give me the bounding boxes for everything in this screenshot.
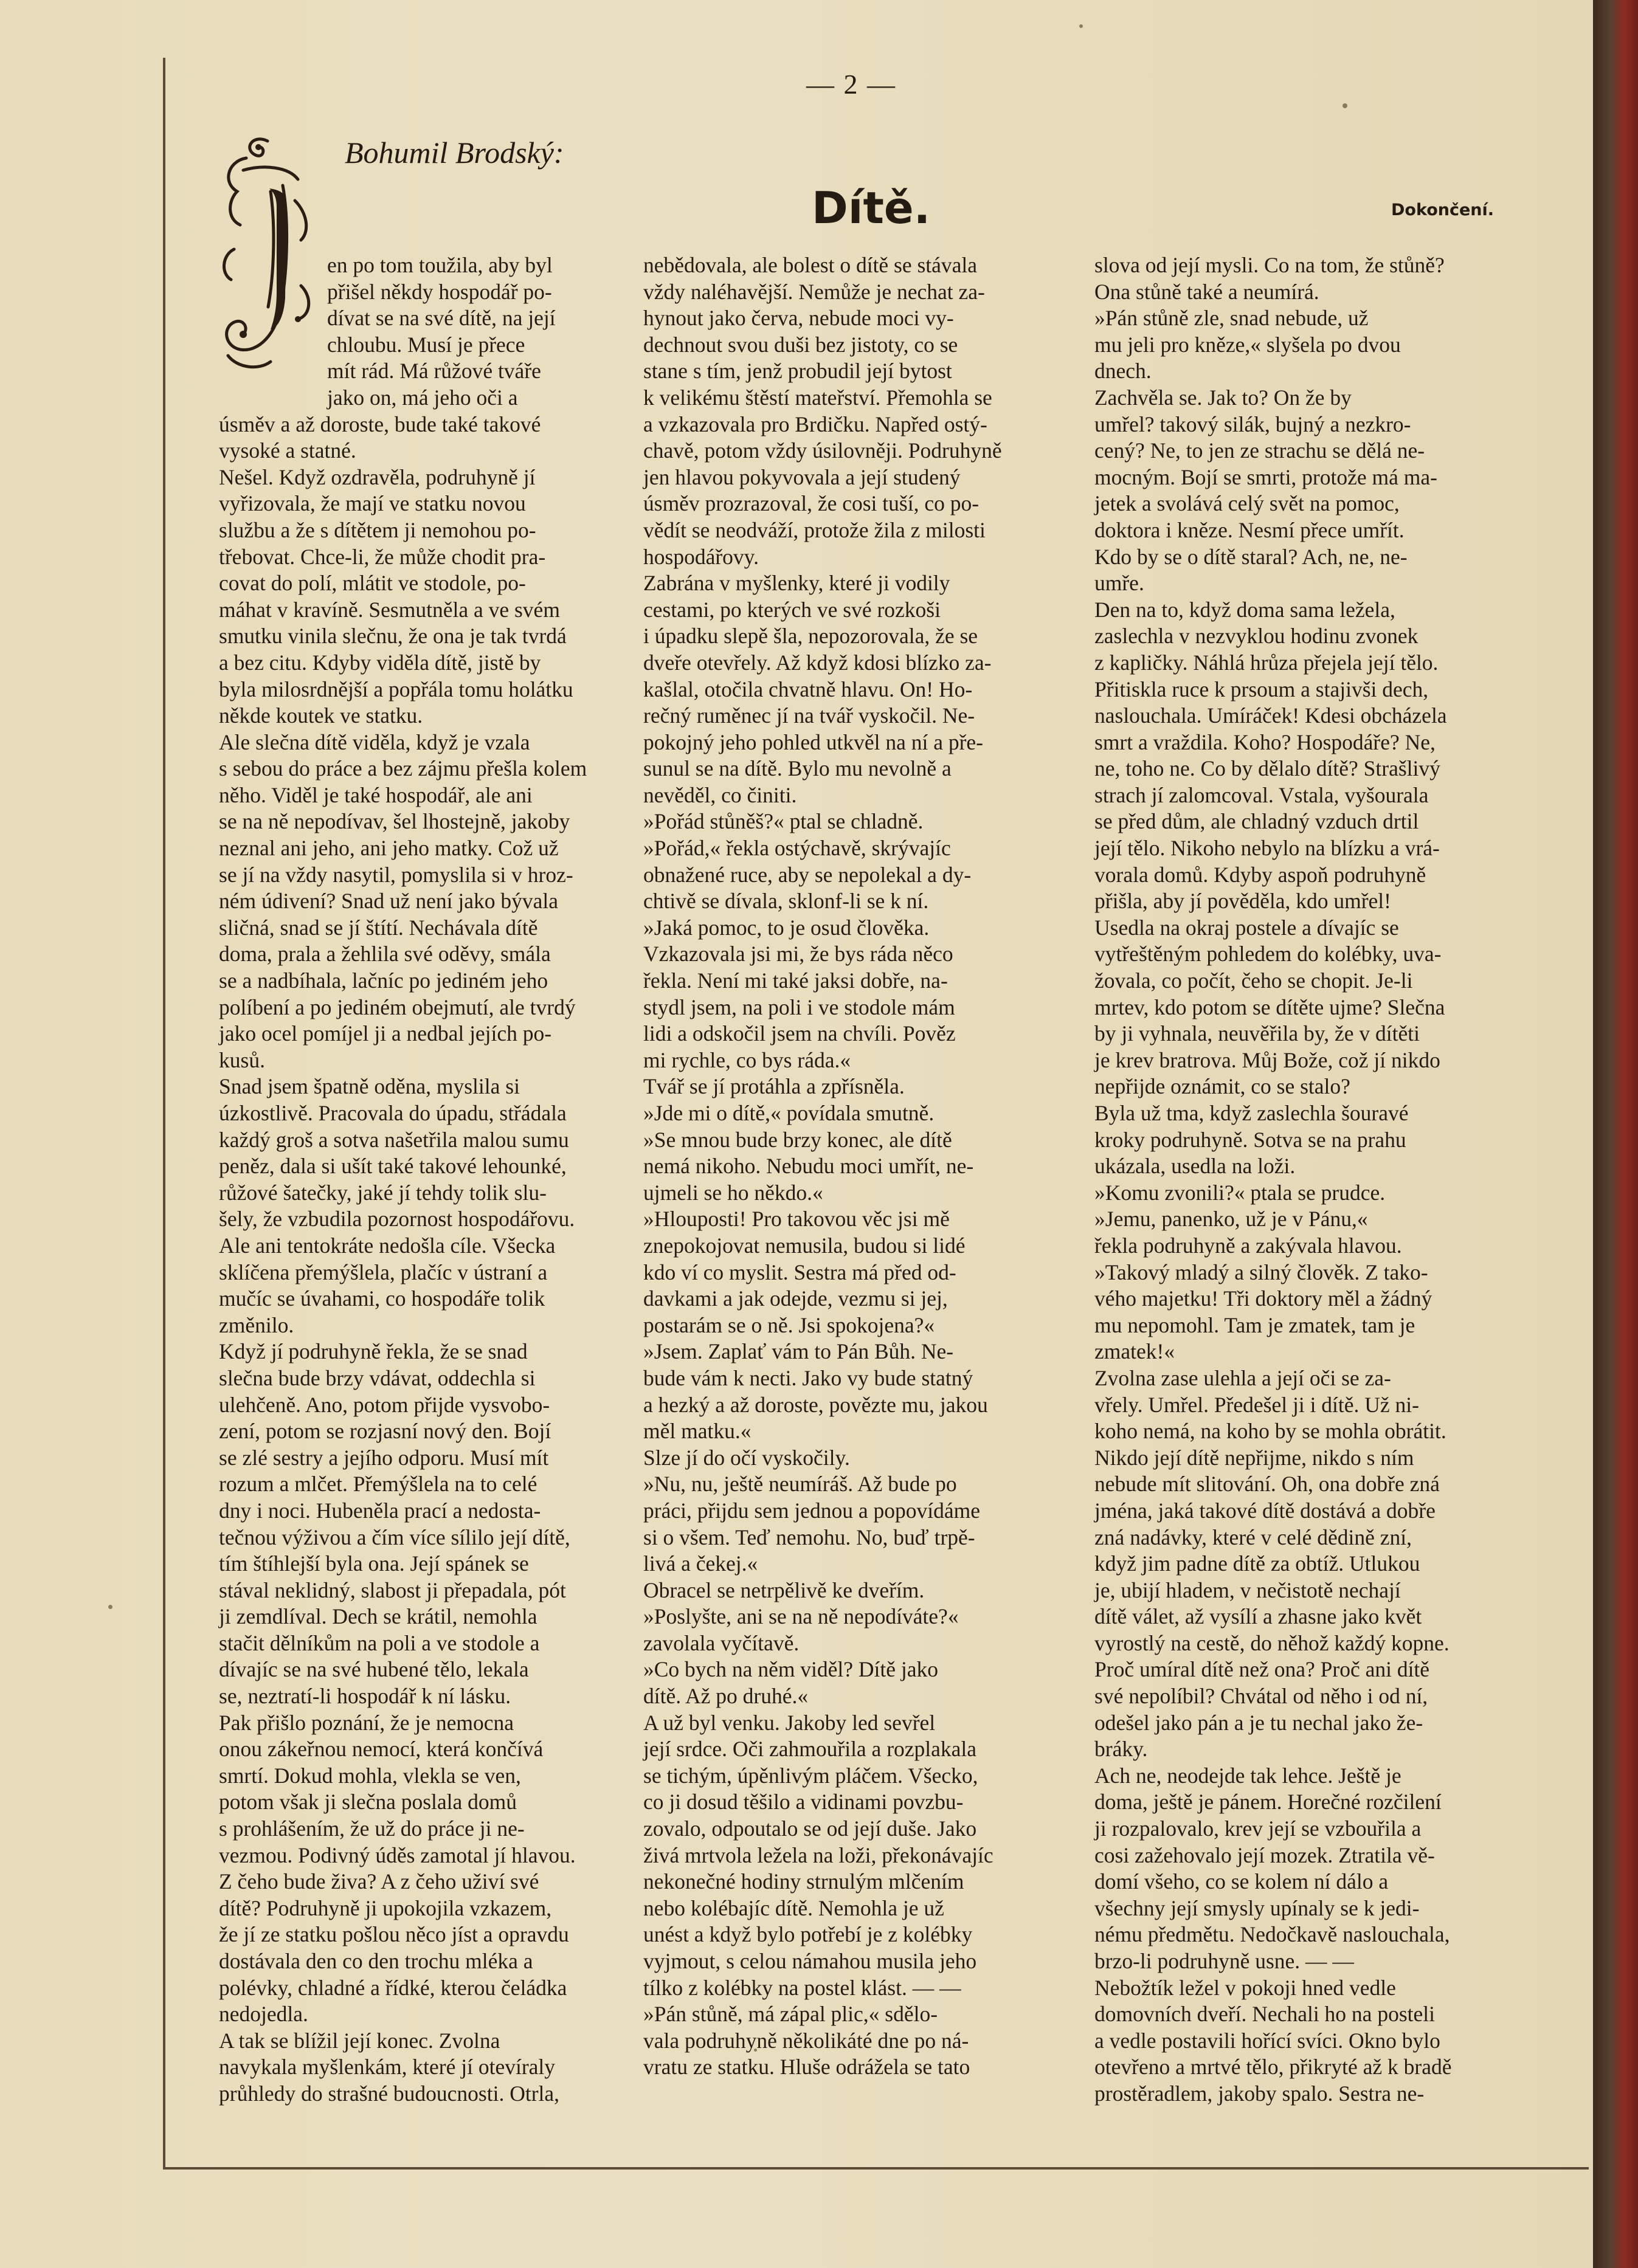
text-line: bráky. xyxy=(1094,1737,1148,1762)
text-line: stával neklidný, slabost ji přepadala, pót xyxy=(219,1577,566,1602)
text-line: »Jemu, panenko, už je v Pánu,« xyxy=(1094,1207,1368,1232)
text-line: sklíčena přemýšlela, plačíc v ústraní a xyxy=(219,1260,548,1284)
text-line: sunul se na dítě. Bylo mu nevolně a xyxy=(643,756,952,781)
text-line: žovala, co počít, čeho se chopit. Je-li xyxy=(1094,968,1413,993)
text-line: vezmou. Podivný úděs zamotal jí hlavou. xyxy=(219,1842,576,1867)
text-line: jako on, má jeho oči a xyxy=(327,385,518,410)
text-line: »Pořád,« řekla ostýchavě, skrývajíc xyxy=(643,836,951,861)
text-line: dechnout svou duši bez jistoty, co se xyxy=(643,332,958,357)
text-line: její tělo. Nikoho nebylo na blízku a vrá- xyxy=(1094,836,1440,861)
text-line: »Se mnou bude brzy konec, ale dítě xyxy=(643,1127,952,1152)
text-line: vorala domů. Kdyby aspoň podruhyně xyxy=(1094,862,1426,887)
text-line: růžové šatečky, jaké jí tehdy tolik slu- xyxy=(219,1180,547,1205)
text-line: vědít se neodváží, protože žila z milosti xyxy=(643,517,986,542)
text-line: davkami a jak odejde, vezmu si jej, xyxy=(643,1286,948,1311)
text-line: nepřijde oznámit, co se stalo? xyxy=(1094,1074,1350,1099)
text-line: smutku vinila slečnu, že ona je tak tvrdá xyxy=(219,624,567,649)
page-frame-left xyxy=(163,58,165,2167)
text-line: vyřizovala, že mají ve statku novou xyxy=(219,491,526,516)
text-line: umře. xyxy=(1094,571,1144,596)
text-line: jetek a svolává celý svět na pomoc, xyxy=(1094,491,1400,516)
text-line: vytřeštěným pohledem do kolébky, uva- xyxy=(1094,942,1442,967)
text-line: vždy naléhavější. Nemůže je nechat za- xyxy=(643,279,985,304)
text-line: nemá nikoho. Nebudu moci umřít, ne- xyxy=(643,1154,974,1179)
text-line: průhledy do strašné budoucnosti. Otrla, xyxy=(219,2081,560,2106)
text-line: dívat se na své dítě, na její xyxy=(327,306,556,331)
text-line: se před dům, ale chladný vzduch drtil xyxy=(1094,809,1419,834)
text-line: dostávala den co den trochu mléka a xyxy=(219,1949,533,1973)
text-line: je krev bratrova. Můj Bože, což jí nikdo xyxy=(1094,1047,1440,1072)
text-line: sličná, snad se jí štítí. Nechávala dítě xyxy=(219,915,538,940)
text-line: měl matku.« xyxy=(643,1419,752,1444)
text-line: peněz, dala si ušít také takové lehounké, xyxy=(219,1154,567,1179)
text-line: změnilo. xyxy=(219,1312,294,1337)
text-line: Ach ne, neodejde tak lehce. Ještě je xyxy=(1094,1763,1401,1788)
text-line: nevěděl, co činiti. xyxy=(643,782,797,807)
text-line: zmatek!« xyxy=(1094,1339,1175,1364)
text-line: živá mrtvola ležela na loži, překonávajíc xyxy=(643,1842,994,1867)
text-line: doma, ještě je pánem. Horečné rozčilení xyxy=(1094,1790,1442,1815)
text-line: dnech. xyxy=(1094,359,1152,384)
text-line: mrtev, kdo potom se dítěte ujme? Slečna xyxy=(1094,994,1445,1019)
text-line: její srdce. Oči zahmouřila a rozplakala xyxy=(643,1737,977,1762)
text-line: ujmeli se ho někdo.« xyxy=(643,1180,823,1205)
text-line: nebědovala, ale bolest o dítě se stávala xyxy=(643,253,978,277)
text-line: »Nu, nu, ještě neumíráš. Až bude po xyxy=(643,1472,957,1497)
text-line: vyjmout, s celou námahou musila jeho xyxy=(643,1949,977,1973)
text-line: Den na to, když doma sama ležela, xyxy=(1094,597,1395,622)
text-line: by ji vyhnala, neuvěřila by, že v dítěti xyxy=(1094,1021,1420,1046)
text-line: i úpadku slepě šla, nepozorovala, že se xyxy=(643,624,978,649)
text-line: byla milosrdnější a popřála tomu holátku xyxy=(219,677,573,701)
text-line: Zvolna zase ulehla a její oči se za- xyxy=(1094,1365,1391,1390)
text-line: své nepolíbil? Chvátal od něho i od ní, xyxy=(1094,1684,1428,1709)
text-line: se na ně nepodívav, šel lhostejně, jakoby xyxy=(219,809,570,834)
text-line: chtivě se dívala, sklonf-li se k ní. xyxy=(643,889,929,914)
text-line: se, neztratí-li hospodář k ní lásku. xyxy=(219,1684,511,1709)
article-title: Dítě. xyxy=(812,182,931,233)
text-line: »Takový mladý a silný člověk. Z tako- xyxy=(1094,1260,1428,1284)
text-line: Byla už tma, když zaslechla šouravé xyxy=(1094,1101,1409,1125)
text-line: s prohlášením, že už do práce ji ne- xyxy=(219,1816,525,1841)
text-line: Slze jí do očí vyskočily. xyxy=(643,1445,850,1470)
text-line: »Pán stůně, má zápal plic,« sdělo- xyxy=(643,2002,938,2027)
text-line: každý groš a sotva našetřila malou sumu xyxy=(219,1127,569,1152)
text-line: Proč umíral dítě než ona? Proč ani dítě xyxy=(1094,1657,1430,1682)
text-line: Usedla na okraj postele a dívajíc se xyxy=(1094,915,1399,940)
text-line: hospodářovy. xyxy=(643,544,759,569)
text-line: ji zemdlíval. Dech se krátil, nemohla xyxy=(219,1604,537,1629)
text-line: stane s tím, jenž probudil její bytost xyxy=(643,359,952,384)
text-line: Zabrána v myšlenky, které ji vodily xyxy=(643,571,950,596)
text-line: »Hlouposti! Pro takovou věc jsi mě xyxy=(643,1207,950,1232)
text-line: se jí na vždy nasytil, pomyslila si v hroz- xyxy=(219,862,573,887)
text-line: chloubu. Musí je přece xyxy=(327,332,525,357)
text-line: Nikdo její dítě nepřijme, nikdo s ním xyxy=(1094,1445,1414,1470)
page-number: — 2 — xyxy=(806,69,896,100)
text-line: cestami, po kterých ve své rozkoši xyxy=(643,597,941,622)
text-line: smrtí. Dokud mohla, vlekla se ven, xyxy=(219,1763,521,1788)
text-line: »Jaká pomoc, to je osud člověka. xyxy=(643,915,930,940)
text-line: brzo-li podruhyně usne. — — xyxy=(1094,1949,1354,1973)
text-line: zovalo, odpoutalo se od její duše. Jako xyxy=(643,1816,977,1841)
text-line: slečna bude brzy vdávat, oddechla si xyxy=(219,1365,536,1390)
text-line: nému předmětu. Nedočkavě naslouchala, xyxy=(1094,1922,1450,1947)
text-line: a vzkazovala pro Brdičku. Napřed ostý- xyxy=(643,412,987,436)
text-line: kusů. xyxy=(219,1047,265,1072)
text-line: vého majetku! Tři doktory měl a žádný xyxy=(1094,1286,1432,1311)
text-line: úsměv prozrazoval, že cosi tuší, co po- xyxy=(643,491,980,516)
text-line: tílko z kolébky na postel klást. — — xyxy=(643,1975,961,2000)
text-line: a vedle postavili hořící svíci. Okno bylo xyxy=(1094,2028,1440,2053)
text-line: kašlal, otočila chvatně hlavu. On! Ho- xyxy=(643,677,973,701)
text-line: řekla. Není mi také jaksi dobře, na- xyxy=(643,968,948,993)
text-line: Přitiskla ruce k prsoum a stajivši dech, xyxy=(1094,677,1429,701)
text-line: onou zákeřnou nemocí, která končívá xyxy=(219,1737,544,1762)
text-line: Tvář se jí protáhla a zpřísněla. xyxy=(643,1074,905,1099)
text-line: vyrostlý na cestě, do něhož každý kopne. xyxy=(1094,1630,1450,1655)
text-line: »Co bych na něm viděl? Dítě jako xyxy=(643,1657,939,1682)
text-line: je, ubijí hladem, v nečistotě nechají xyxy=(1094,1577,1401,1602)
text-line: přišel někdy hospodář po- xyxy=(327,279,552,304)
text-line: se a nadbíhala, lačníc po jediném jeho xyxy=(219,968,548,993)
text-line: vysoké a statné. xyxy=(219,438,356,463)
text-line: strach jí zalomcoval. Vstala, vyšourala xyxy=(1094,782,1429,807)
text-line: potom však ji slečna poslala domů xyxy=(219,1790,517,1815)
text-line: ji rozpalovalo, krev její se vzbouřila a xyxy=(1094,1816,1422,1841)
text-line: dveře otevřely. Až když kdosi blízko za- xyxy=(643,650,992,675)
text-line: Kdo by se o dítě staral? Ach, ne, ne- xyxy=(1094,544,1408,569)
text-line: Z čeho bude živa? A z čeho uživí své xyxy=(219,1869,539,1894)
text-line: pokojný jeho pohled utkvěl na ní a pře- xyxy=(643,729,983,754)
text-line: úzkostlivě. Pracovala do úpadu, střádala xyxy=(219,1101,567,1125)
text-line: z kapličky. Náhlá hrůza přejela její tělo. xyxy=(1094,650,1439,675)
text-line: Zachvěla se. Jak to? On že by xyxy=(1094,385,1352,410)
text-line: en po tom toužila, aby byl xyxy=(327,253,553,277)
text-line: koho nemá, na koho by se mohla obrátit. xyxy=(1094,1419,1446,1444)
page-binding-edge xyxy=(1593,0,1638,2268)
text-line: Nebožtík ležel v pokoji hned vedle xyxy=(1094,1975,1396,2000)
text-line: zení, potom se rozjasní nový den. Bojí xyxy=(219,1419,551,1444)
text-line: domí všeho, co se kolem ní dálo a xyxy=(1094,1869,1389,1894)
text-line: bude vám k necti. Jako vy bude statný xyxy=(643,1365,973,1390)
text-line: vřely. Umřel. Předešel ji i dítě. Už ni- xyxy=(1094,1392,1419,1417)
text-line: Obracel se netrpělivě ke dveřím. xyxy=(643,1577,925,1602)
text-line: přišla, aby jí pověděla, kdo umřel! xyxy=(1094,889,1391,914)
text-line: mu nepomohl. Tam je zmatek, tam je xyxy=(1094,1312,1415,1337)
text-line: cosi zažehovalo její mozek. Ztratila vě- xyxy=(1094,1842,1435,1867)
text-line: odešel jako pán a je tu nechal jako že- xyxy=(1094,1710,1423,1735)
text-line: dívajíc se na své hubené tělo, lekala xyxy=(219,1657,529,1682)
text-line: ukázala, usedla na loži. xyxy=(1094,1154,1296,1179)
text-line: zaslechla v nezvyklou hodinu zvonek xyxy=(1094,624,1419,649)
text-line: nebo kolébajíc dítě. Nemohla je už xyxy=(643,1895,944,1920)
text-line: livá a čekej.« xyxy=(643,1551,758,1576)
text-line: cený? Ne, to jen ze strachu se dělá ne- xyxy=(1094,438,1425,463)
text-line: neznal ani jeho, ani jeho matky. Což už xyxy=(219,836,559,861)
text-column-1 xyxy=(219,252,620,2108)
text-line: mít rád. Má růžové tváře xyxy=(327,359,541,384)
text-line: stačit dělníkům na poli a ve stodole a xyxy=(219,1630,540,1655)
text-line: naslouchala. Umíráček! Kdesi obcházela xyxy=(1094,703,1447,728)
text-line: jen hlavou pokyvovala a její studený xyxy=(643,464,961,489)
text-line: nebude mít slitování. Oh, ona dobře zná xyxy=(1094,1472,1440,1497)
text-line: ulehčeně. Ano, potom přijde vysvobo- xyxy=(219,1392,550,1417)
text-line: domovních dveří. Nechali ho na posteli xyxy=(1094,2002,1435,2027)
text-line: tečnou výživou a čím více sílilo její dítě, xyxy=(219,1525,570,1549)
text-line: smrt a vraždila. Koho? Hospodáře? Ne, xyxy=(1094,729,1436,754)
text-line: zná nadávky, které v celé dědině zní, xyxy=(1094,1525,1412,1549)
text-line: dítě. Až po druhé.« xyxy=(643,1684,809,1709)
text-line: políbení a po jediném obejmutí, ale tvrdý xyxy=(219,994,576,1019)
text-line: slova od její mysli. Co na tom, že stůně? xyxy=(1094,253,1445,277)
text-line: chavě, potom vždy úsilovněji. Podruhyně xyxy=(643,438,1002,463)
text-line: A tak se blížil její konec. Zvolna xyxy=(219,2028,500,2053)
text-line: A už byl venku. Jakoby led sevřel xyxy=(643,1710,936,1735)
text-line: »Jsem. Zaplať vám to Pán Bůh. Ne- xyxy=(643,1339,954,1364)
text-line: Pak přišlo poznání, že je nemocna xyxy=(219,1710,514,1735)
text-line: kdo ví co myslit. Sestra má před od- xyxy=(643,1260,956,1284)
text-line: »Pořád stůněš?« ptal se chladně. xyxy=(643,809,924,834)
text-line: znepokojovat nemusila, budou si lidé xyxy=(643,1233,966,1258)
text-line: dny i noci. Hubeněla prací a nedosta- xyxy=(219,1498,541,1523)
text-line: práci, přijdu sem jednou a popovídáme xyxy=(643,1498,981,1523)
text-line: Ale ani tentokráte nedošla cíle. Všecka xyxy=(219,1233,556,1258)
text-line: Vzkazovala jsi mi, že bys ráda něco xyxy=(643,942,953,967)
text-line: doktora i kněze. Nesmí přece umřít. xyxy=(1094,517,1405,542)
text-line: navykala myšlenkám, které jí otevíraly xyxy=(219,2055,556,2080)
text-line: postarám se o ně. Jsi spokojena?« xyxy=(643,1312,935,1337)
text-line: »Poslyšte, ani se na ně nepodíváte?« xyxy=(643,1604,959,1629)
text-line: třebovat. Chce-li, že může chodit pra- xyxy=(219,544,546,569)
text-line: doma, prala a žehlila své oděvy, smála xyxy=(219,942,551,967)
text-line: dítě? Podruhyně ji upokojila vzkazem, xyxy=(219,1895,552,1920)
text-line: jména, jaká takové dítě dostává a dobře xyxy=(1094,1498,1436,1523)
text-line: Ona stůně také a neumírá. xyxy=(1094,279,1319,304)
text-line: co ji dosud těšilo a vidinami povzbu- xyxy=(643,1790,964,1815)
text-line: hynout jako červa, nebude moci vy- xyxy=(643,306,954,331)
text-line: si o všem. Teď nemohu. No, buď trpě- xyxy=(643,1525,975,1549)
text-line: jako ocel pomíjel ji a nedbal jejích po- xyxy=(219,1021,552,1046)
text-line: Snad jsem špatně oděna, myslila si xyxy=(219,1074,520,1099)
text-line: něho. Viděl je také hospodář, ale ani xyxy=(219,782,533,807)
text-line: že jí ze statku pošlou něco jíst a opravdu xyxy=(219,1922,569,1947)
text-column-3 xyxy=(1094,252,1523,2108)
text-line: otevřeno a mrtvé tělo, přikryté až k bradě xyxy=(1094,2055,1452,2080)
text-line: prostěradlem, jakoby spalo. Sestra ne- xyxy=(1094,2081,1425,2106)
page-frame-bottom xyxy=(163,2167,1589,2170)
text-line: šely, že vzbudila pozornost hospodářovu. xyxy=(219,1207,575,1232)
text-line: k velikému štěstí mateřství. Přemohla se xyxy=(643,385,992,410)
text-line: se tichým, úpěnlivým pláčem. Všecko, xyxy=(643,1763,978,1788)
text-line: »Pán stůně zle, snad nebude, už xyxy=(1094,306,1369,331)
text-line: rozum a mlčet. Přemýšlela na to celé xyxy=(219,1472,537,1497)
text-line: s sebou do práce a bez zájmu přešla kolem xyxy=(219,756,587,781)
text-line: Ale slečna dítě viděla, když je vzala xyxy=(219,729,530,754)
author-name: Bohumil Brodský: xyxy=(345,136,564,170)
text-line: obnažené ruce, aby se nepolekal a dy- xyxy=(643,862,972,887)
continuation-note: Dokončení. xyxy=(1391,201,1495,219)
text-line: polévky, chladné a řídké, kterou čeládka xyxy=(219,1975,567,2000)
text-line: ne, toho ne. Co by dělalo dítě? Strašlivý xyxy=(1094,756,1440,781)
text-line: řekla podruhyně a zakývala hlavou. xyxy=(1094,1233,1402,1258)
text-line: rečný ruměnec jí na tvář vyskočil. Ne- xyxy=(643,703,975,728)
text-line: někde koutek ve statku. xyxy=(219,703,423,728)
text-line: se zlé sestry a jejího odporu. Musí mít xyxy=(219,1445,549,1470)
text-line: tím štíhlejší byla ona. Její spánek se xyxy=(219,1551,529,1576)
text-line: vala podruhyně několikáté dne po ná- xyxy=(643,2028,969,2053)
text-line: »Komu zvonili?« ptala se prudce. xyxy=(1094,1180,1386,1205)
text-line: mocným. Bojí se smrti, protože má ma- xyxy=(1094,464,1437,489)
text-line: nekonečné hodiny strnulým mlčením xyxy=(643,1869,964,1894)
text-line: Když jí podruhyně řekla, že se snad xyxy=(219,1339,528,1364)
text-line: umřel? takový silák, bujný a nezkro- xyxy=(1094,412,1411,436)
text-line: stydl jsem, na poli i ve stodole mám xyxy=(643,994,955,1019)
text-line: službu a že s dítětem ji nemohou po- xyxy=(219,517,536,542)
text-line: vratu ze statku. Hluše odrážela se tato xyxy=(643,2055,970,2080)
text-line: unést a když bylo potřebí je z kolébky xyxy=(643,1922,973,1947)
text-line: »Jde mi o dítě,« povídala smutně. xyxy=(643,1101,935,1125)
text-line: mučíc se úvahami, co hospodáře tolik xyxy=(219,1286,545,1311)
text-line: všechny její smysly upínaly se k jedi- xyxy=(1094,1895,1420,1920)
text-line: a bez citu. Kdyby viděla dítě, jistě by xyxy=(219,650,541,675)
text-line: kroky podruhyně. Sotva se na prahu xyxy=(1094,1127,1406,1152)
text-line: když jim padne dítě za obtíž. Utlukou xyxy=(1094,1551,1420,1576)
text-line: dítě válet, až vysílí a zhasne jako květ xyxy=(1094,1604,1422,1629)
text-line: lidi a odskočil jsem na chvíli. Pověz xyxy=(643,1021,956,1046)
text-line: zavolala vyčítavě. xyxy=(643,1630,800,1655)
text-line: máhat v kravíně. Sesmutněla a ve svém xyxy=(219,597,560,622)
text-line: mu jeli pro kněze,« slyšela po dvou xyxy=(1094,332,1401,357)
text-line: mi rychle, co bys ráda.« xyxy=(643,1047,851,1072)
text-line: úsměv a až doroste, bude také takové xyxy=(219,412,541,436)
text-column-2 xyxy=(643,252,1072,2081)
text-line: nedojedla. xyxy=(219,2002,308,2027)
text-line: ném údivení? Snad už není jako bývala xyxy=(219,889,558,914)
text-line: covat do polí, mlátit ve stodole, po- xyxy=(219,571,526,596)
text-line: Nešel. Když ozdravěla, podruhyně jí xyxy=(219,464,536,489)
text-line: a hezký a až doroste, povězte mu, jakou xyxy=(643,1392,988,1417)
